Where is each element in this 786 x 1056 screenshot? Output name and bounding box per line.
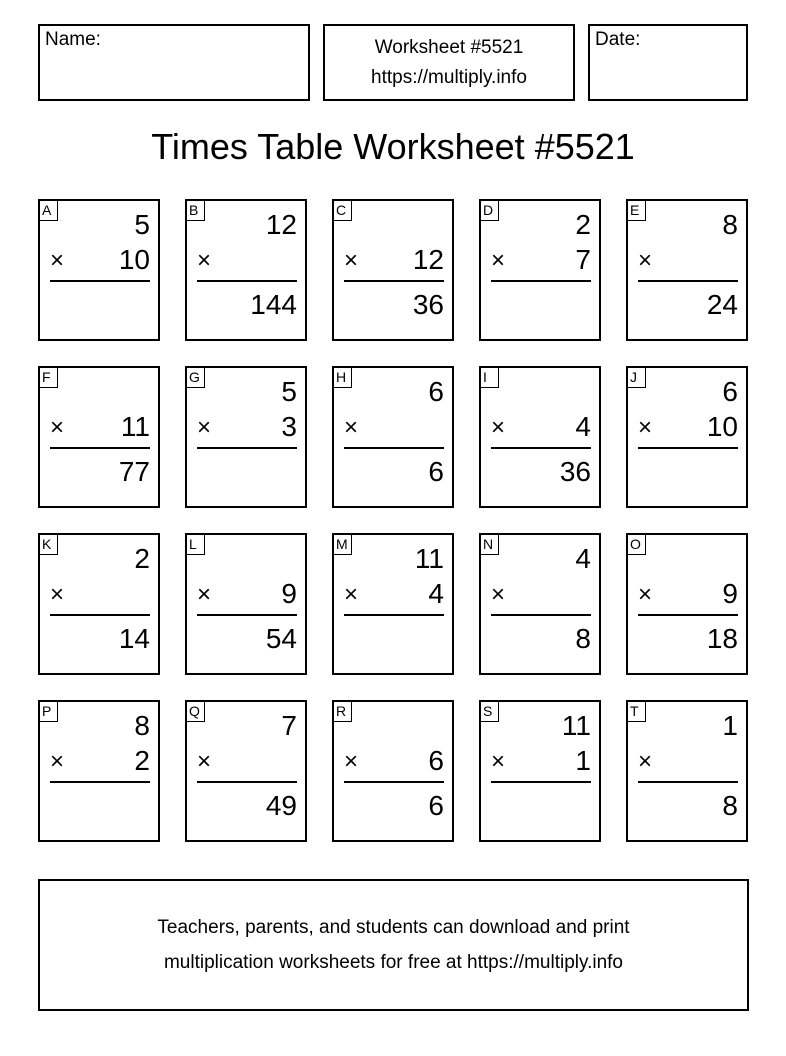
times-sign: × [197,748,212,775]
product: 49 [265,790,297,821]
problem-card [185,366,307,508]
footer-line-1: Teachers, parents, and students can download and print [157,917,630,938]
answer-rule [491,781,591,783]
multiplicand: 6 [722,376,738,407]
problem-letter: D [480,200,499,221]
multiplicand: 11 [414,543,444,574]
multiplier: 9 [281,578,297,609]
times-sign: × [638,414,653,441]
times-sign: × [638,748,653,775]
answer-rule [50,447,150,449]
multiplicand: 7 [281,710,297,741]
problem-card [185,700,307,842]
product: 6 [428,456,444,487]
multiplicand: 2 [134,543,150,574]
problem-card [185,533,307,675]
problem-card [626,199,748,341]
answer-rule [197,280,297,282]
times-sign: × [491,581,506,608]
problem-letter: F [39,367,58,388]
multiplicand: 4 [575,543,591,574]
problem-card [479,199,601,341]
answer-rule [344,280,444,282]
problem-card [38,199,160,341]
multiplier: 12 [412,244,444,275]
multiplier: 1 [575,745,591,776]
answer-rule [197,781,297,783]
problem-card [332,366,454,508]
times-sign: × [344,748,359,775]
times-sign: × [50,748,65,775]
multiplier: 6 [428,745,444,776]
problem-letter: G [186,367,205,388]
answer-rule [638,447,738,449]
multiplier: 4 [575,411,591,442]
problem-letter: R [333,701,352,722]
problem-card [626,533,748,675]
answer-rule [491,280,591,282]
footer-line-2: multiplication worksheets for free at https://multiply.info [163,952,623,973]
times-sign: × [638,247,653,274]
date-field-box [588,24,748,101]
problem-letter: K [39,534,58,555]
answer-rule [197,614,297,616]
times-sign: × [638,581,653,608]
multiplier: 3 [281,411,297,442]
name-label: Name: [45,29,101,50]
times-sign: × [344,414,359,441]
answer-rule [491,447,591,449]
multiplicand: 11 [561,710,591,741]
multiplier: 4 [428,578,444,609]
times-sign: × [344,247,359,274]
page-title: Times Table Worksheet #5521 [151,126,635,167]
times-sign: × [50,414,65,441]
answer-rule [50,614,150,616]
times-sign: × [491,748,506,775]
answer-rule [50,781,150,783]
answer-rule [50,280,150,282]
answer-rule [638,280,738,282]
product: 54 [265,623,297,654]
multiplier: 10 [118,244,150,275]
answer-rule [344,447,444,449]
problem-card [332,533,454,675]
problem-grid [38,199,749,842]
problem-card [479,366,601,508]
times-sign: × [197,414,212,441]
times-sign: × [491,414,506,441]
multiplicand: 8 [134,710,150,741]
answer-rule [344,614,444,616]
answer-rule [638,781,738,783]
product: 8 [722,790,738,821]
problem-card [626,700,748,842]
multiplicand: 2 [575,209,591,240]
product: 6 [428,790,444,821]
multiplicand: 1 [722,710,738,741]
product: 8 [575,623,591,654]
problem-card [479,700,601,842]
problem-letter: I [480,367,499,388]
times-sign: × [197,247,212,274]
multiplicand: 12 [265,209,297,240]
problem-letter: A [39,200,58,221]
answer-rule [491,614,591,616]
problem-letter: O [627,534,646,555]
product: 18 [706,623,738,654]
problem-card [626,366,748,508]
footer-box [38,879,749,1011]
problem-letter: P [39,701,58,722]
multiplier: 11 [120,411,150,442]
problem-letter: E [627,200,646,221]
problem-letter: M [333,534,352,555]
multiplier: 9 [722,578,738,609]
problem-letter: L [186,534,205,555]
multiplicand: 6 [428,376,444,407]
multiplier: 2 [134,745,150,776]
worksheet-number: Worksheet #5521 [374,36,524,58]
problem-card [185,199,307,341]
product: 24 [706,289,738,320]
problem-letter: T [627,701,646,722]
problem-letter: S [480,701,499,722]
problem-card [38,366,160,508]
problem-letter: H [333,367,352,388]
answer-rule [638,614,738,616]
problem-letter: Q [186,701,205,722]
name-field-box [38,24,310,101]
answer-rule [197,447,297,449]
problem-card [479,533,601,675]
times-sign: × [50,247,65,274]
problem-card [38,700,160,842]
multiplier: 10 [706,411,738,442]
problem-letter: J [627,367,646,388]
multiplicand: 5 [134,209,150,240]
date-label: Date: [595,29,641,50]
product: 77 [118,456,150,487]
times-sign: × [491,247,506,274]
problem-letter: C [333,200,352,221]
problem-card [332,700,454,842]
problem-letter: B [186,200,205,221]
product: 144 [250,289,297,320]
product: 14 [118,623,150,654]
multiplicand: 5 [281,376,297,407]
problem-letter: N [480,534,499,555]
site-url: https://multiply.info [371,66,527,88]
problem-card [332,199,454,341]
product: 36 [559,456,591,487]
times-sign: × [197,581,212,608]
answer-rule [344,781,444,783]
worksheet-id-box [323,24,575,101]
times-sign: × [50,581,65,608]
multiplier: 7 [575,244,591,275]
product: 36 [412,289,444,320]
problem-card [38,533,160,675]
multiplicand: 8 [722,209,738,240]
times-sign: × [344,581,359,608]
